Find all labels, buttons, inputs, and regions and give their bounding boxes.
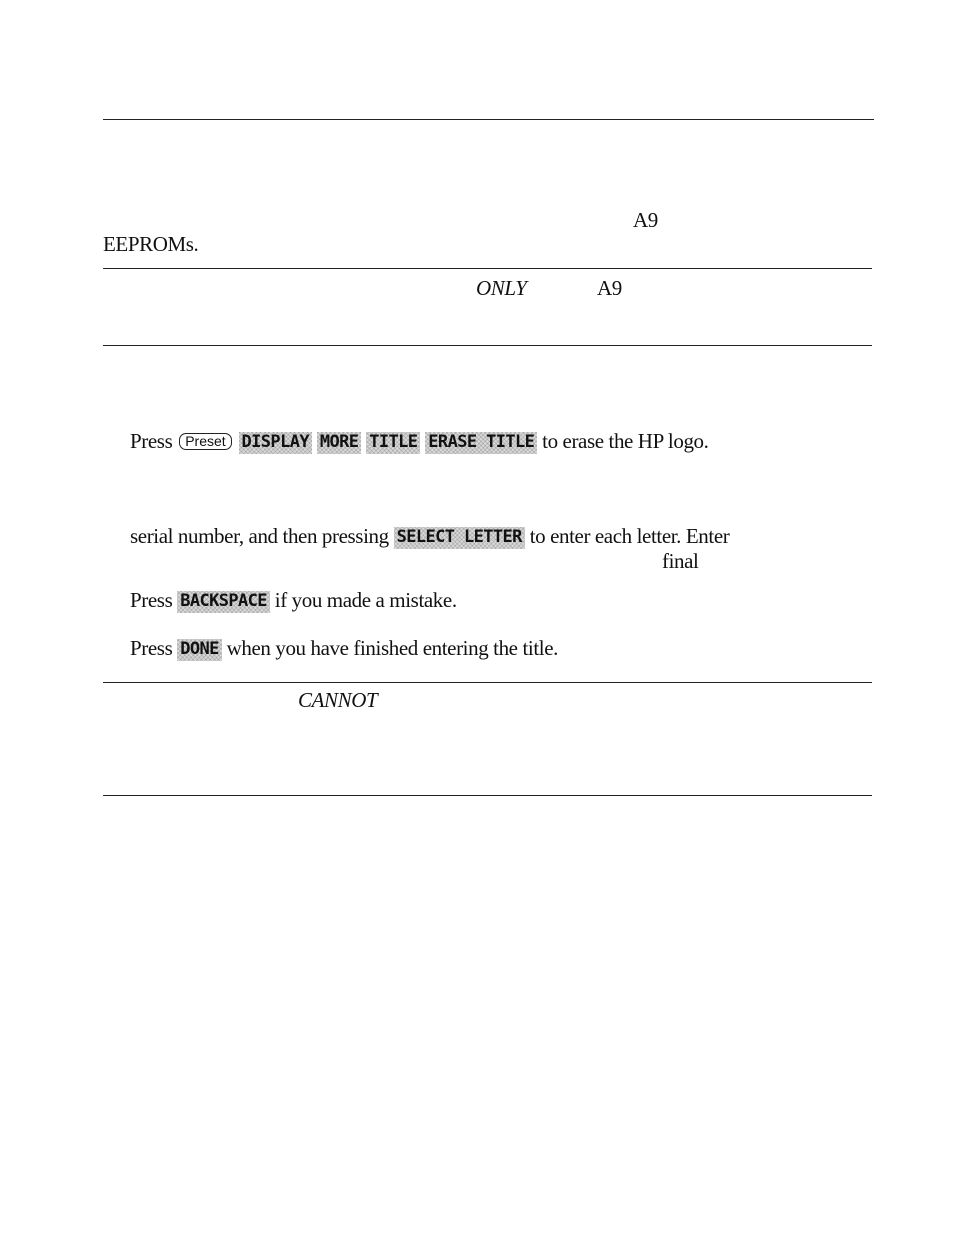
press-text: Press: [130, 588, 173, 612]
eeproms-text: EEPROMs.: [103, 232, 199, 256]
cannot-emphasis: CANNOT: [298, 688, 378, 712]
preset-key[interactable]: Preset: [179, 433, 231, 450]
step-done: [130, 638, 558, 661]
backspace-softkey[interactable]: BACKSPACE: [177, 591, 270, 613]
a9-note-label: A9: [597, 276, 622, 300]
display-softkey[interactable]: DISPLAY: [239, 432, 312, 454]
a9-label: A9: [633, 208, 658, 232]
erase-title-softkey[interactable]: ERASE TITLE: [425, 432, 537, 454]
caution-bottom-rule: [103, 795, 872, 796]
top-rule: [103, 119, 874, 120]
backspace-tail-text: if you made a mistake.: [274, 588, 457, 612]
note-bottom-rule: [103, 345, 872, 346]
step-serial-number: [130, 526, 729, 549]
serial-prefix-text: serial number, and then pressing: [130, 524, 389, 548]
done-softkey[interactable]: DONE: [177, 639, 222, 661]
only-emphasis: ONLY: [476, 276, 527, 300]
step-erase-title: [130, 431, 709, 454]
press-text: Press: [130, 429, 173, 453]
done-tail-text: when you have finished entering the title.: [226, 636, 558, 660]
erase-tail-text: to erase the HP logo.: [542, 429, 709, 453]
step-backspace: [130, 590, 457, 613]
press-text: Press: [130, 636, 173, 660]
serial-tail-text: to enter each letter. Enter: [529, 524, 730, 548]
final-text: final: [662, 549, 699, 573]
title-softkey[interactable]: TITLE: [366, 432, 420, 454]
select-letter-softkey[interactable]: SELECT LETTER: [394, 527, 525, 549]
more-softkey[interactable]: MORE: [317, 432, 362, 454]
note-top-rule: [103, 268, 872, 269]
caution-top-rule: [103, 682, 872, 683]
